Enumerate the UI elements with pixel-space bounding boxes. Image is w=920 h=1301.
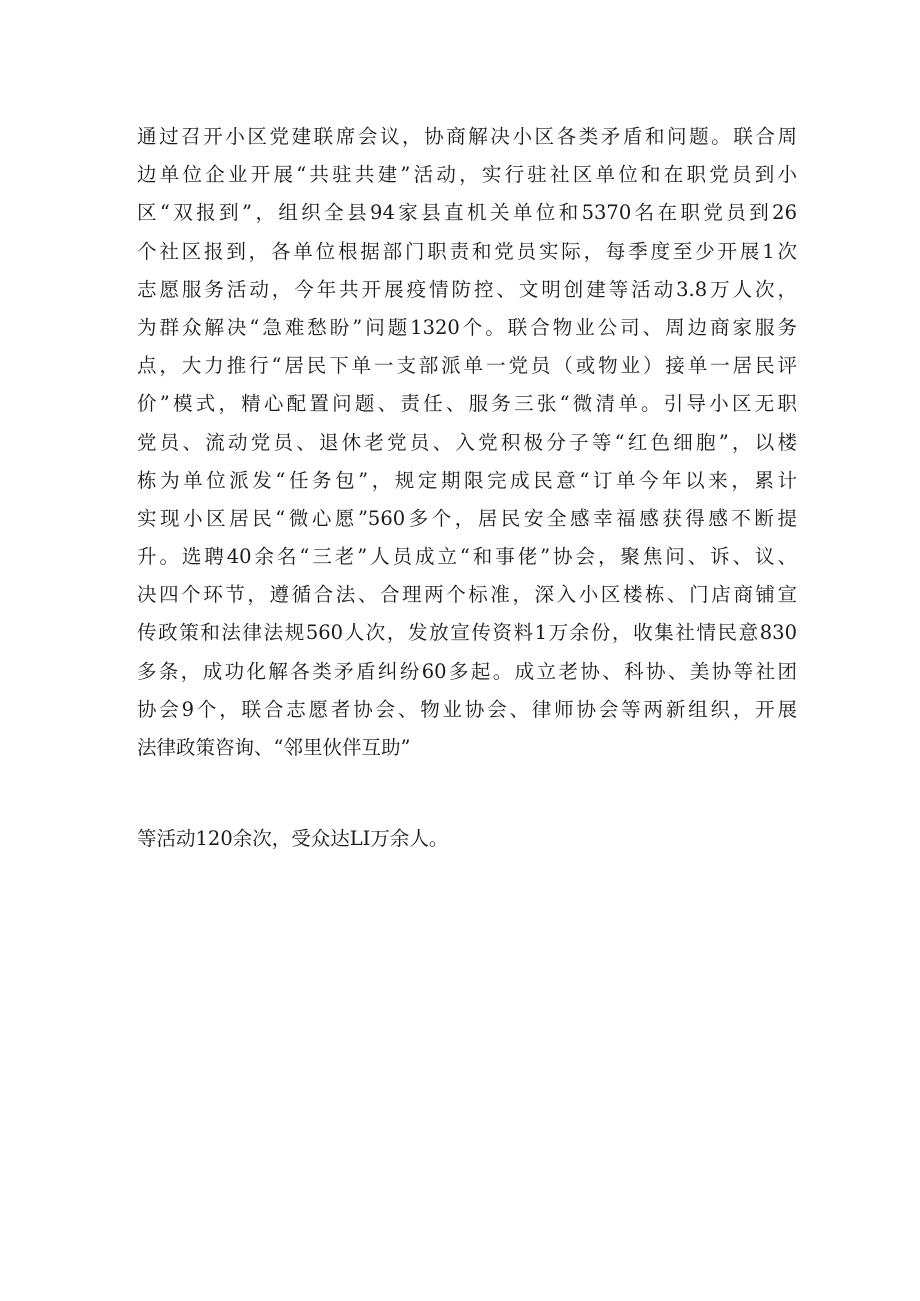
text-line: 个社区报到，各单位根据部门职责和党员实际，每季度至少开展1次 xyxy=(137,239,797,263)
body-paragraph xyxy=(137,118,797,767)
text-line: 决四个环节，遵循合法、合理两个标准，深入小区楼栋、门店商铺宣 xyxy=(137,583,797,607)
text-line: 通过召开小区党建联席会议，协商解决小区各类矛盾和问题。联合周 xyxy=(137,125,797,148)
text-line: 为群众解决“急难愁盼”问题1320个。联合物业公司、周边商家服务 xyxy=(137,315,797,339)
text-line: 区“双报到”，组织全县94家县直机关单位和5370名在职党员到26 xyxy=(137,201,797,225)
text-line: 法律政策咨询、“邻里伙伴互助” xyxy=(137,736,411,759)
text-line: 实现小区居民“微心愿”560多个，居民安全感幸福感获得感不断提 xyxy=(137,506,797,530)
text-line: 升。选聘40余名“三老”人员成立“和事佬”协会，聚焦问、诉、议、 xyxy=(137,545,797,569)
text-line: 点，大力推行“居民下单一支部派单一党员（或物业）接单一居民评 xyxy=(137,354,797,378)
text-line: 党员、流动党员、退休老党员、入党积极分子等“红色细胞”，以楼 xyxy=(137,430,797,454)
text-line: 志愿服务活动，今年共开展疫情防控、文明创建等活动3.8万人次， xyxy=(137,277,797,301)
text-line: 价”模式，精心配置问题、责任、服务三张“微清单。引导小区无职 xyxy=(137,392,797,416)
text-line: 边单位企业开展“共驻共建”活动，实行驻社区单位和在职党员到小 xyxy=(137,163,797,187)
text-line: 栋为单位派发“任务包”，规定期限完成民意“订单今年以来，累计 xyxy=(137,468,797,492)
text-line: 传政策和法律法规560人次，发放宣传资料1万余份，收集社情民意830 xyxy=(137,621,797,645)
text-line: 多条，成功化解各类矛盾纠纷60多起。成立老协、科协、美协等社团 xyxy=(137,659,797,683)
closing-line: 等活动120余次，受众达LI万余人。 xyxy=(137,827,449,850)
text-line: 协会9个，联合志愿者协会、物业协会、律师协会等两新组织，开展 xyxy=(137,697,797,721)
